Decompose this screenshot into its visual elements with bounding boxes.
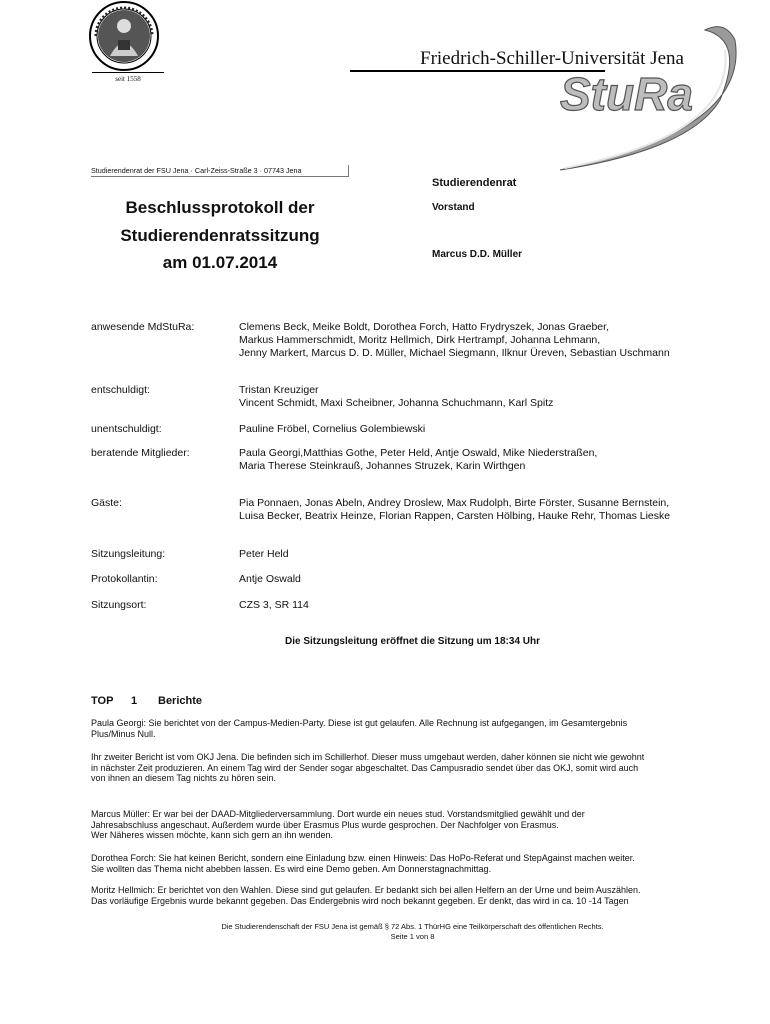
stura-logo	[520, 20, 760, 180]
attendance-line: Vincent Schmidt, Maxi Scheibner, Johanna Schuchmann, Karl Spitz	[239, 397, 554, 409]
university-name: Friedrich-Schiller-Universität Jena	[420, 48, 684, 69]
page-footer	[90, 922, 735, 942]
attendance-label: anwesende MdStuRa:	[91, 321, 195, 333]
paragraph-line: Das vorläufige Ergebnis wurde bekannt gegeben. Das Endergebnis wird noch bekannt gegeben. Er denkt, das wird in ca. 10 -14 Tagen	[91, 895, 629, 906]
attendance-line: Antje Oswald	[239, 573, 301, 585]
paragraph-line: Ihr zweiter Bericht ist vom OKJ Jena. Die befinden sich im Schillerhof. Dieser muss umgebaut werden, daher können sie nicht wie gewohnt	[91, 752, 645, 762]
paragraph-line: Wer Näheres wissen möchte, kann sich gern an ihn wenden.	[91, 830, 333, 840]
seal-caption: seit 1558	[115, 75, 141, 83]
sender-person: Marcus D.D. Müller	[432, 249, 523, 260]
paragraph-line: Moritz Hellmich: Er berichtet von den Wahlen. Diese sind gut gelaufen. Er bedankt sich bei allen Helfern an der Urne und beim Auszählen.	[91, 885, 641, 895]
top-number: 1	[131, 695, 138, 707]
sender-org: Studierendenrat	[432, 177, 517, 189]
report-paragraph	[91, 718, 731, 739]
session-opening: Die Sitzungsleitung eröffnet die Sitzung um 18:34 Uhr	[284, 636, 541, 647]
university-seal-logo	[88, 0, 160, 72]
attendance-line: CZS 3, SR 114	[239, 599, 309, 611]
document-title-line3: am 01.07.2014	[162, 253, 278, 272]
attendance-label: Sitzungsleitung:	[91, 548, 166, 560]
sender-address-line: Studierendenrat der FSU Jena · Carl-Zeiss-Straße 3 · 07743 Jena	[91, 165, 349, 177]
attendance-label: Gäste:	[91, 497, 122, 509]
attendance-label: unentschuldigt:	[91, 423, 162, 435]
report-paragraph	[91, 885, 731, 906]
attendance-line: Clemens Beck, Meike Boldt, Dorothea Forch, Hatto Frydryszek, Jonas Graeber,	[239, 321, 609, 333]
attendance-line: Peter Held	[239, 548, 289, 560]
attendance-value	[239, 423, 729, 436]
paragraph-line: Jahresabschluss angeschaut. Außerdem wurde über Erasmus Plus wurde gesprochen. Der Nachfolger von Erasmus.	[91, 819, 559, 830]
attendance-value	[239, 497, 729, 523]
attendance-line: Jenny Markert, Marcus D. D. Müller, Michael Siegmann, Ilknur Üreven, Sebastian Uschmann	[239, 347, 670, 359]
paragraph-line: Paula Georgi: Sie berichtet von der Campus-Medien-Party. Diese ist gut gelaufen. Alle Rechnung ist aufgegangen, im Gesamtergebnis	[91, 718, 628, 728]
document-title-line1: Beschlussprotokoll der	[125, 198, 315, 217]
attendance-label: Protokollantin:	[91, 573, 158, 585]
attendance-label: beratende Mitglieder:	[91, 447, 190, 459]
report-paragraph	[91, 752, 731, 784]
attendance-value	[239, 548, 729, 561]
attendance-label: entschuldigt:	[91, 384, 150, 396]
paragraph-line: Sie wollten das Thema nicht abebben lassen. Es wird eine Demo geben. Am Donnerstagnachmittag.	[91, 863, 492, 874]
paragraph-line: von ihnen an diesem Tag nichts zu hören sein.	[91, 773, 276, 783]
footer-legal-note: Die Studierendenschaft der FSU Jena ist gemäß § 72 Abs. 1 ThürHG eine Teilkörperschaft des öffentlichen Rechts.	[221, 922, 604, 931]
attendance-value	[239, 573, 729, 586]
paragraph-line: Dorothea Forch: Sie hat keinen Bericht, sondern eine Einladung bzw. einen Hinweis: Das HoPo-Referat und StepAgainst machen weiter.	[91, 853, 635, 863]
attendance-line: Paula Georgi,Matthias Gothe, Peter Held, Antje Oswald, Mike Niederstraßen,	[239, 447, 598, 459]
paragraph-line: Marcus Müller: Er war bei der DAAD-Mitgliederversammlung. Dort wurde ein neues stud. Vorstandsmitglied gewählt und der	[91, 809, 585, 819]
sender-board: Vorstand	[432, 202, 475, 213]
attendance-line: Luisa Becker, Beatrix Heinze, Florian Rappen, Carsten Hölbing, Hauke Rehr, Thomas Lieske	[239, 510, 671, 522]
document-title-line2: Studierendenratssitzung	[120, 226, 320, 245]
attendance-label: Sitzungsort:	[91, 599, 147, 611]
attendance-line: Pia Ponnaen, Jonas Abeln, Andrey Droslew, Max Rudolph, Birte Förster, Susanne Bernstein,	[239, 497, 670, 509]
paragraph-line: in nächster Zeit produzieren. An einem Tag wird der Sender sogar abgeschaltet. Das Campusradio sendet über das OKJ, somit wird auch	[91, 762, 639, 773]
seal-divider	[92, 72, 164, 73]
attendance-value	[239, 447, 729, 473]
attendance-line: Pauline Fröbel, Cornelius Golembiewski	[239, 423, 426, 435]
paragraph-line: Plus/Minus Null.	[91, 728, 156, 739]
attendance-value	[239, 599, 729, 612]
page-number: Seite 1 von 8	[390, 932, 435, 941]
attendance-value	[239, 384, 729, 410]
top-title: Berichte	[158, 695, 203, 707]
attendance-line: Tristan Kreuziger	[239, 384, 319, 396]
attendance-line: Maria Therese Steinkrauß, Johannes Struzek, Karin Wirthgen	[239, 460, 526, 472]
top-label: TOP	[91, 695, 114, 707]
attendance-value	[239, 321, 729, 360]
attendance-line: Markus Hammerschmidt, Moritz Hellmich, Dirk Hertrampf, Johanna Lehmann,	[239, 334, 601, 346]
stura-logo-text: StuRa	[560, 68, 693, 120]
report-paragraph	[91, 809, 731, 841]
report-paragraph	[91, 853, 731, 874]
